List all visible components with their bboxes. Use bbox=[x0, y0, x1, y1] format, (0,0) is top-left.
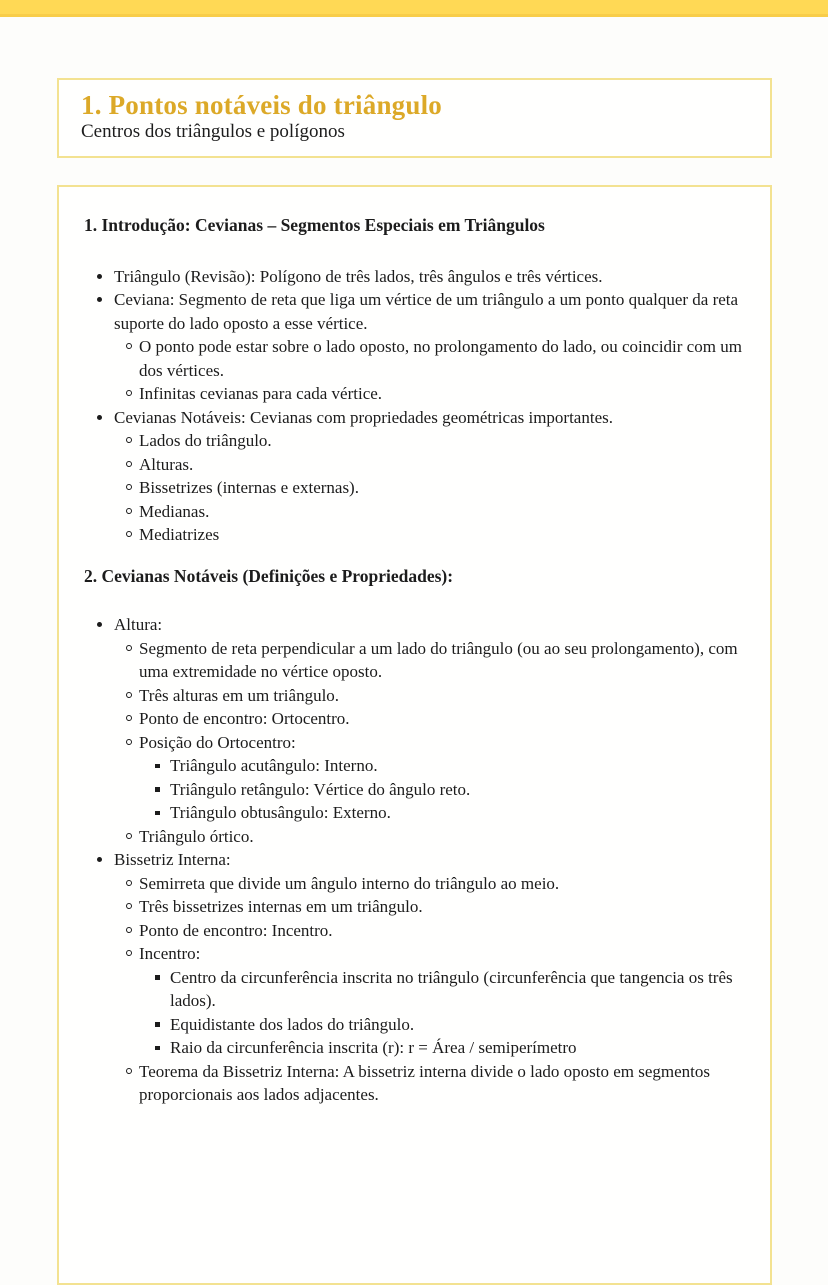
top-accent-bar bbox=[0, 0, 828, 17]
list-item bbox=[84, 382, 742, 406]
bullet-square-icon bbox=[155, 787, 160, 792]
list-item bbox=[84, 500, 742, 524]
list-item-text: Raio da circunferência inscrita (r): r = Área / semiperímetro bbox=[170, 1038, 577, 1057]
bullet-circle-icon bbox=[126, 1068, 132, 1074]
list-item bbox=[84, 476, 742, 500]
list-item bbox=[84, 613, 742, 637]
list-item bbox=[84, 335, 742, 382]
list-item-text: O ponto pode estar sobre o lado oposto, no prolongamento do lado, ou coincidir com um dos vértices. bbox=[139, 337, 742, 380]
bullet-circle-icon bbox=[126, 927, 132, 933]
list-item bbox=[84, 429, 742, 453]
list-item-text: Segmento de reta perpendicular a um lado do triângulo (ou ao seu prolongamento), com uma extremidade no vértice oposto. bbox=[139, 638, 738, 681]
list-item-text: Bissetrizes (internas e externas). bbox=[139, 478, 359, 497]
list-item-text: Ponto de encontro: Ortocentro. bbox=[139, 709, 350, 728]
list-item bbox=[84, 453, 742, 477]
list-item bbox=[84, 731, 742, 755]
list-item bbox=[84, 801, 742, 825]
list-item-text: Infinitas cevianas para cada vértice. bbox=[139, 384, 383, 403]
bullet-square-icon bbox=[155, 811, 160, 816]
list-item-text: Semirreta que divide um ângulo interno do triângulo ao meio. bbox=[139, 873, 560, 893]
content-card bbox=[57, 185, 772, 1285]
bullet-disc-icon bbox=[97, 857, 102, 862]
bullet-circle-icon bbox=[126, 692, 132, 698]
bullet-list-cevianas-notaveis bbox=[84, 613, 742, 1107]
bullet-square-icon bbox=[155, 975, 160, 980]
list-item bbox=[84, 684, 742, 708]
list-item bbox=[84, 966, 742, 1013]
bullet-circle-icon bbox=[126, 645, 132, 651]
list-item-text: Alturas. bbox=[139, 454, 194, 474]
list-item bbox=[84, 872, 742, 896]
list-item-text: Medianas. bbox=[139, 501, 210, 521]
list-item bbox=[84, 1060, 742, 1107]
list-item bbox=[84, 1036, 742, 1060]
list-item-text: Mediatrizes bbox=[139, 525, 220, 544]
list-item-text: Altura: bbox=[114, 615, 163, 634]
bullet-disc-icon bbox=[97, 415, 102, 420]
bullet-circle-icon bbox=[126, 950, 132, 956]
list-item-text: Posição do Ortocentro: bbox=[139, 732, 296, 752]
list-item bbox=[84, 825, 742, 849]
bullet-list-introducao bbox=[84, 265, 742, 547]
page-title: 1. Pontos notáveis do triângulo bbox=[81, 90, 442, 120]
list-item bbox=[84, 848, 742, 872]
section-heading-introducao: 1. Introdução: Cevianas – Segmentos Especiais em Triângulos bbox=[84, 215, 545, 235]
bullet-square-icon bbox=[155, 764, 160, 769]
list-item bbox=[84, 406, 742, 430]
bullet-square-icon bbox=[155, 1046, 160, 1051]
list-item bbox=[84, 895, 742, 919]
list-item-text: Triângulo obtusângulo: Externo. bbox=[170, 803, 391, 822]
bullet-circle-icon bbox=[126, 880, 132, 886]
bullet-circle-icon bbox=[126, 343, 132, 349]
bullet-circle-icon bbox=[126, 484, 132, 490]
list-item bbox=[84, 523, 742, 547]
list-item-text: Triângulo órtico. bbox=[139, 826, 254, 846]
list-item-text: Centro da circunferência inscrita no triângulo (circunferência que tangencia os três lados). bbox=[170, 967, 733, 1010]
list-item bbox=[84, 942, 742, 966]
list-item-text: Ceviana: Segmento de reta que liga um vértice de um triângulo a um ponto qualquer da reta suporte do lado oposto a esse vértice. bbox=[114, 290, 739, 333]
list-item-text: Cevianas Notáveis: Cevianas com propriedades geométricas importantes. bbox=[114, 407, 613, 427]
bullet-circle-icon bbox=[126, 461, 132, 467]
list-item-text: Três alturas em um triângulo. bbox=[139, 685, 340, 705]
bullet-circle-icon bbox=[126, 390, 132, 396]
page-subtitle: Centros dos triângulos e polígonos bbox=[81, 121, 345, 143]
list-item bbox=[84, 919, 742, 943]
bullet-square-icon bbox=[155, 1022, 160, 1027]
list-item-text: Incentro: bbox=[139, 944, 201, 963]
section-heading-cevianas-notaveis: 2. Cevianas Notáveis (Definições e Propriedades): bbox=[84, 565, 454, 586]
list-item-text: Triângulo acutângulo: Interno. bbox=[170, 756, 378, 775]
bullet-circle-icon bbox=[126, 739, 132, 745]
list-item bbox=[84, 265, 742, 289]
bullet-circle-icon bbox=[126, 715, 132, 721]
list-item-text: Ponto de encontro: Incentro. bbox=[139, 920, 333, 940]
list-item bbox=[84, 637, 742, 684]
list-item-text: Três bissetrizes internas em um triângulo. bbox=[139, 897, 423, 916]
list-item-text: Bissetriz Interna: bbox=[114, 850, 231, 869]
bullet-circle-icon bbox=[126, 833, 132, 839]
list-item-text: Triângulo retângulo: Vértice do ângulo reto. bbox=[170, 779, 471, 799]
list-item-text: Teorema da Bissetriz Interna: A bissetriz interna divide o lado oposto em segmentos proporcionais aos lados adjacentes. bbox=[139, 1061, 711, 1104]
list-item bbox=[84, 754, 742, 778]
title-card bbox=[57, 78, 772, 158]
bullet-disc-icon bbox=[97, 297, 102, 302]
bullet-circle-icon bbox=[126, 903, 132, 909]
list-item bbox=[84, 778, 742, 802]
bullet-disc-icon bbox=[97, 274, 102, 279]
list-item-text: Triângulo (Revisão): Polígono de três lados, três ângulos e três vértices. bbox=[114, 266, 603, 286]
bullet-circle-icon bbox=[126, 531, 132, 537]
bullet-disc-icon bbox=[97, 622, 102, 627]
list-item-text: Equidistante dos lados do triângulo. bbox=[170, 1014, 415, 1034]
bullet-circle-icon bbox=[126, 437, 132, 443]
list-item-text: Lados do triângulo. bbox=[139, 431, 272, 450]
list-item bbox=[84, 1013, 742, 1037]
list-item bbox=[84, 707, 742, 731]
list-item bbox=[84, 288, 742, 335]
bullet-circle-icon bbox=[126, 508, 132, 514]
